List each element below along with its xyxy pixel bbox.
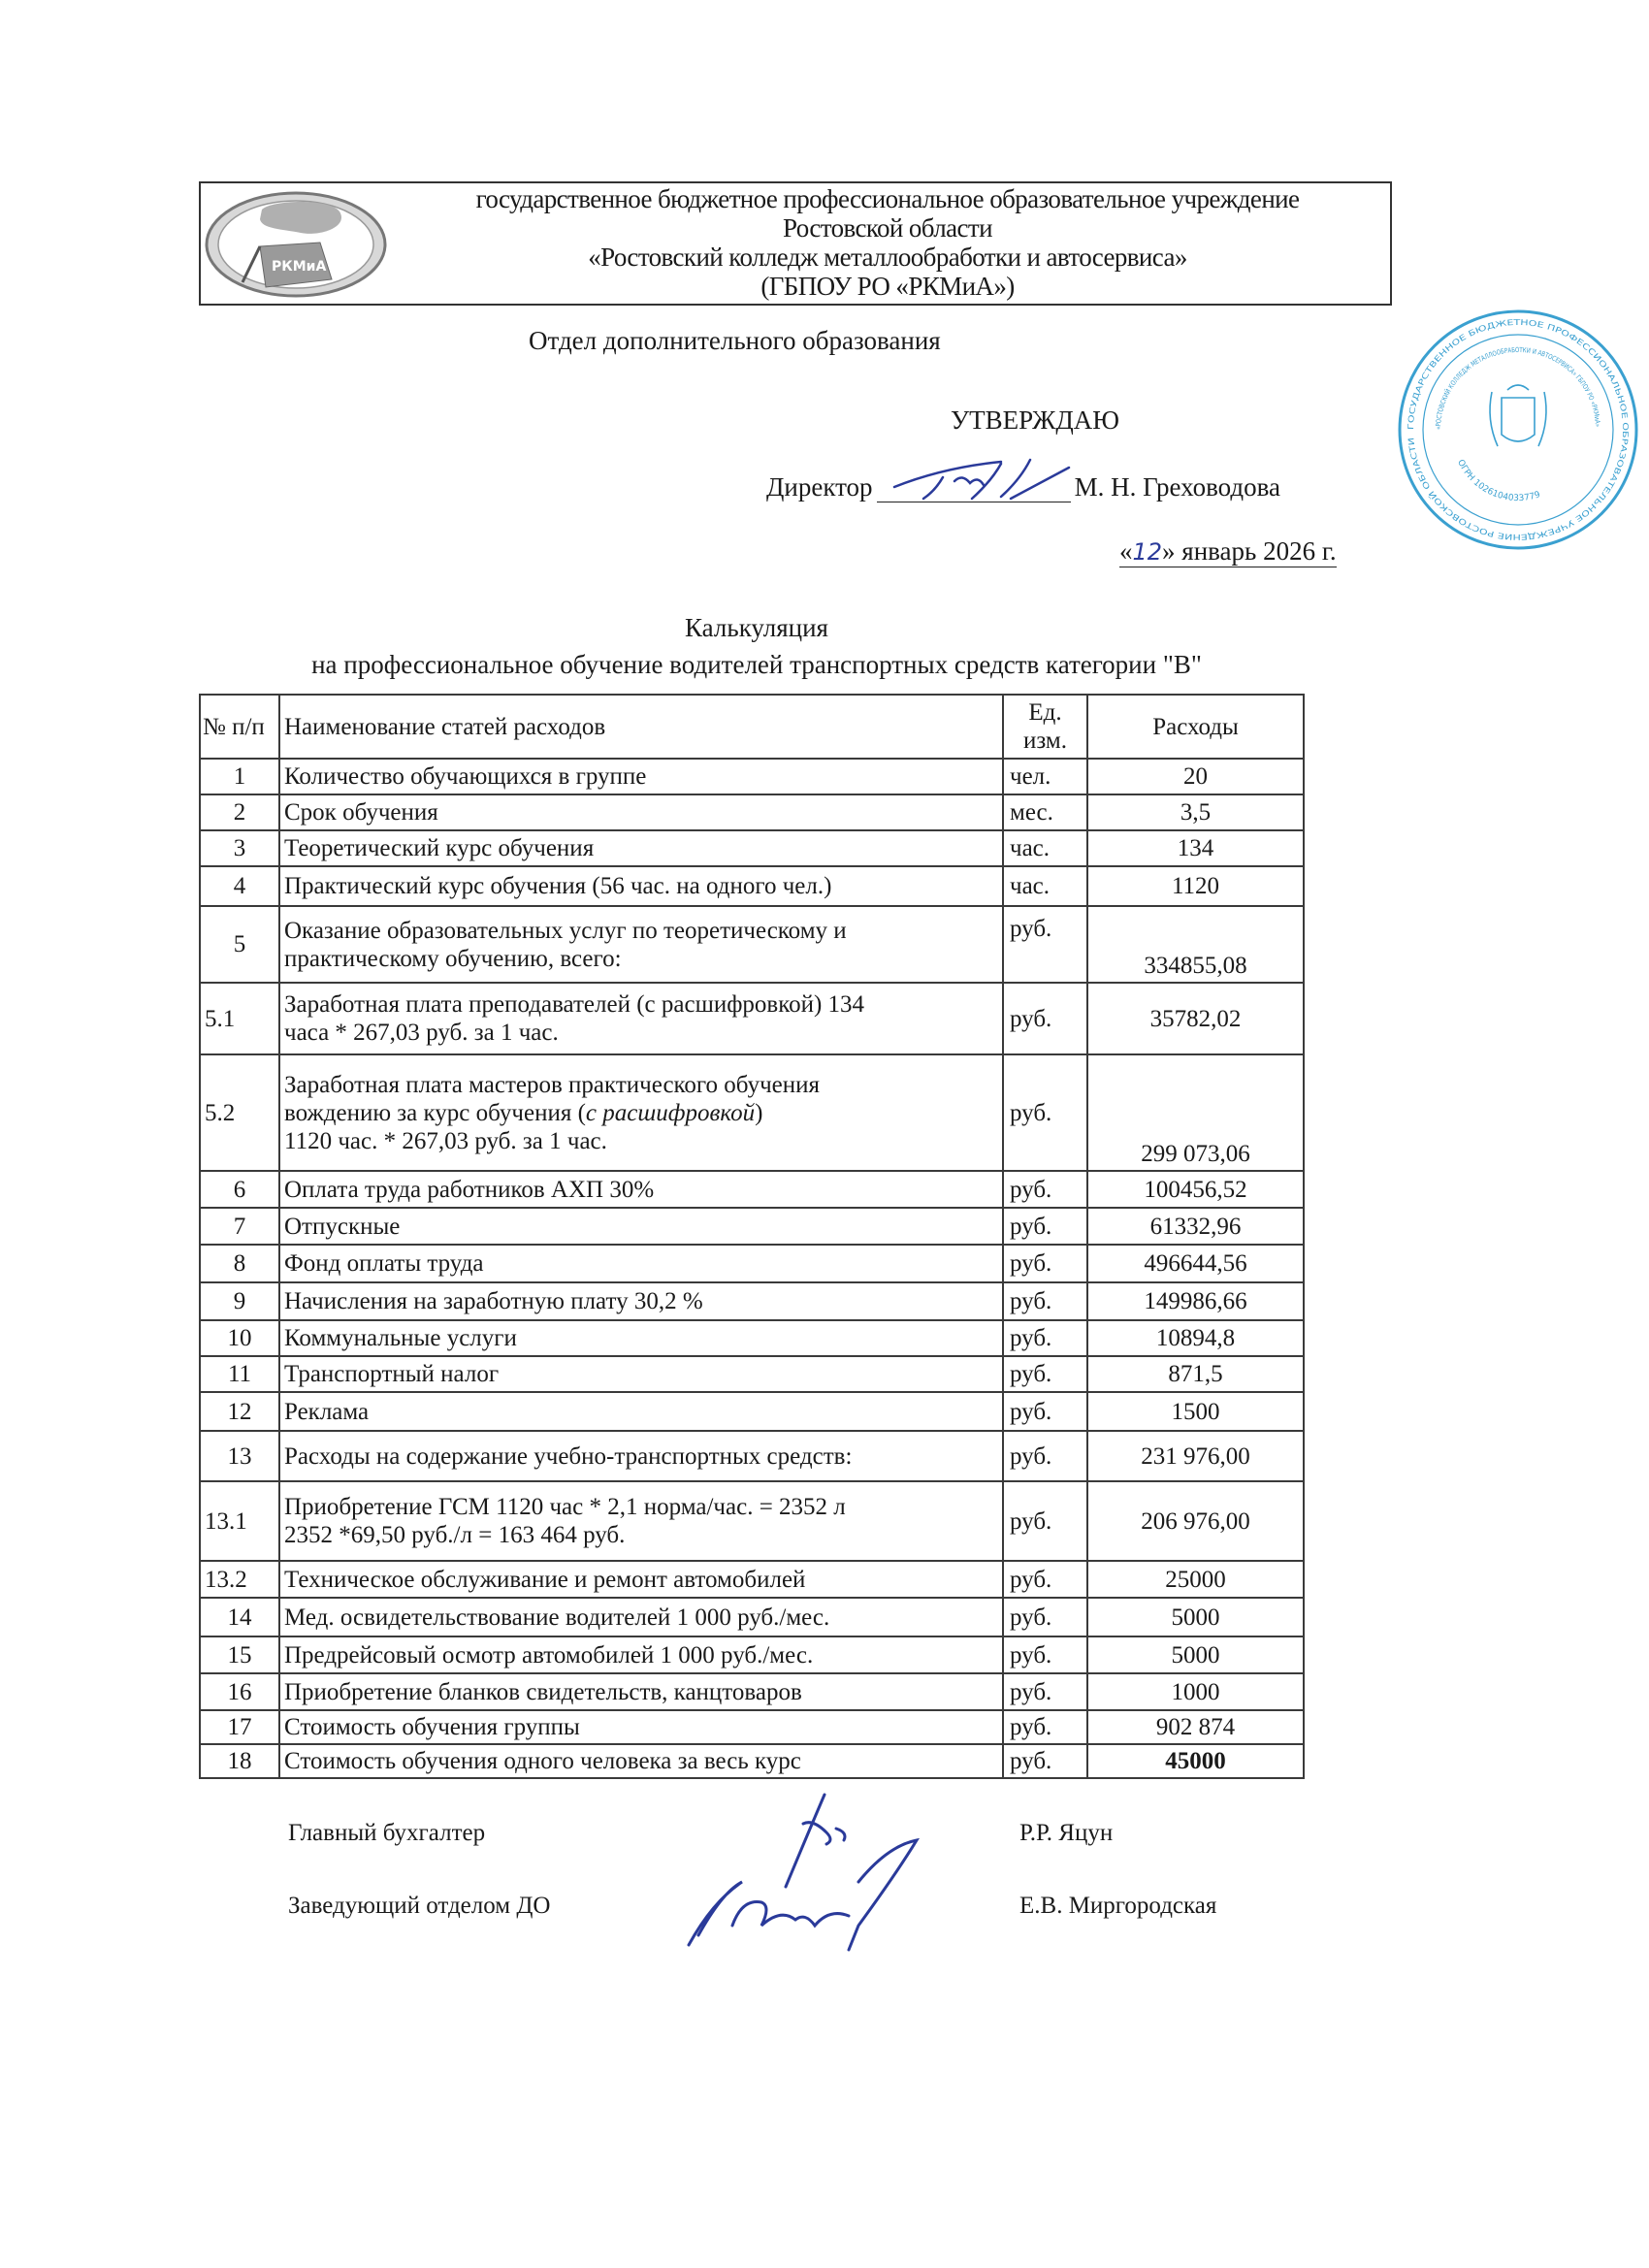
- row-name-part: вождению за курс обучения (: [284, 1099, 586, 1126]
- logo-text: РКМиА: [272, 259, 327, 275]
- row-number: 12: [200, 1392, 279, 1431]
- cost-calculation-table: [199, 694, 1305, 1779]
- table-row: [200, 906, 1304, 983]
- row-name-line: часа * 267,03 руб. за 1 час.: [284, 1020, 559, 1046]
- org-line: «Ростовский колледж металлообработки и автосервиса»: [588, 243, 1187, 272]
- stamp-seal-icon: [1397, 308, 1639, 551]
- svg-text:ГОСУДАРСТВЕННОЕ БЮДЖЕТНОЕ ПРОФ: [1406, 318, 1630, 541]
- date-open-quote: «: [1119, 536, 1133, 566]
- row-value: 3,5: [1087, 794, 1304, 830]
- row-number: 5: [200, 906, 279, 983]
- college-logo: [204, 190, 388, 299]
- row-value: 496644,56: [1087, 1245, 1304, 1282]
- row-name: Практический курс обучения (56 час. на одного чел.): [279, 866, 1003, 906]
- row-name-line: 1120 час. * 267,03 руб. за 1 час.: [284, 1127, 607, 1154]
- official-stamp: [1397, 308, 1639, 551]
- table-header-row: [200, 695, 1304, 759]
- row-value: 149986,66: [1087, 1282, 1304, 1320]
- department-head-name: Е.В. Миргородская: [1019, 1893, 1217, 1919]
- row-unit: час.: [1003, 866, 1087, 906]
- row-unit: руб.: [1003, 1431, 1087, 1481]
- stamp-inner-text: «РОСТОВСКИЙ КОЛЛЕДЖ МЕТАЛЛООБРАБОТКИ И АВТОСЕРВИСА» ГБПОУ РО «РКМиА»: [1434, 345, 1602, 431]
- row-unit: руб.: [1003, 1710, 1087, 1744]
- row-name: Отпускные: [279, 1208, 1003, 1245]
- table-row: [200, 1245, 1304, 1282]
- column-header-name: Наименование статей расходов: [279, 695, 1003, 759]
- table-row: [200, 866, 1304, 906]
- row-number: 1: [200, 759, 279, 794]
- table-row: [200, 1054, 1304, 1171]
- row-unit: руб.: [1003, 1282, 1087, 1320]
- date-day: 12: [1132, 538, 1163, 566]
- row-name: Реклама: [279, 1392, 1003, 1431]
- row-number: 8: [200, 1245, 279, 1282]
- table-row: [200, 1598, 1304, 1636]
- org-line: государственное бюджетное профессиональное образовательное учреждение: [475, 184, 1300, 213]
- director-position: Директор: [766, 472, 873, 502]
- table-row: [200, 983, 1304, 1054]
- row-unit: руб.: [1003, 1744, 1087, 1778]
- row-value: 5000: [1087, 1636, 1304, 1673]
- column-header-unit: [1003, 695, 1087, 759]
- row-name: Предрейсовый осмотр автомобилей 1 000 руб./мес.: [279, 1636, 1003, 1673]
- row-unit: руб.: [1003, 1054, 1087, 1171]
- row-name-line: Оказание образовательных услуг по теоретическому и: [284, 917, 847, 944]
- table-row: [200, 1282, 1304, 1320]
- row-value: 134: [1087, 830, 1304, 866]
- org-line: (ГБПОУ РО «РКМиА»): [760, 272, 1015, 301]
- column-header-number: № п/п: [200, 695, 279, 759]
- row-number: 10: [200, 1320, 279, 1356]
- row-number: 16: [200, 1673, 279, 1710]
- row-number: 18: [200, 1744, 279, 1778]
- table-row: [200, 1171, 1304, 1208]
- row-name: Стоимость обучения группы: [279, 1710, 1003, 1744]
- row-name: Фонд оплаты труда: [279, 1245, 1003, 1282]
- row-name: Стоимость обучения одного человека за весь курс: [279, 1744, 1003, 1778]
- chief-accountant-position: Главный бухгалтер: [288, 1820, 486, 1846]
- table-row: [200, 1320, 1304, 1356]
- date-month-year: » январь 2026 г.: [1162, 536, 1337, 566]
- row-number: 11: [200, 1356, 279, 1392]
- document-title: Калькуляция: [685, 613, 828, 642]
- row-unit: руб.: [1003, 906, 1087, 983]
- row-name: Коммунальные услуги: [279, 1320, 1003, 1356]
- table-row: [200, 1710, 1304, 1744]
- row-name: Приобретение бланков свидетельств, канцтоваров: [279, 1673, 1003, 1710]
- row-unit: руб.: [1003, 1356, 1087, 1392]
- signature-blank: [877, 476, 1071, 502]
- row-value: 45000: [1087, 1744, 1304, 1778]
- row-value: 25000: [1087, 1561, 1304, 1598]
- table-row: [200, 1636, 1304, 1673]
- row-unit: руб.: [1003, 1392, 1087, 1431]
- row-name: [279, 983, 1003, 1054]
- row-unit: руб.: [1003, 1561, 1087, 1598]
- row-name-part: ): [755, 1099, 763, 1126]
- table-row: [200, 830, 1304, 866]
- row-name: Расходы на содержание учебно-транспортных средств:: [279, 1431, 1003, 1481]
- unit-header-line: Ед.: [1028, 699, 1062, 726]
- svg-text:ОГРН 1026104033779: [1455, 458, 1541, 503]
- table-row: [200, 1481, 1304, 1561]
- table-row: [200, 1208, 1304, 1245]
- row-name: Начисления на заработную плату 30,2 %: [279, 1282, 1003, 1320]
- row-unit: руб.: [1003, 1245, 1087, 1282]
- row-value: 1000: [1087, 1673, 1304, 1710]
- row-unit: мес.: [1003, 794, 1087, 830]
- department-name: Отдел дополнительного образования: [529, 326, 941, 355]
- table-row: [200, 1356, 1304, 1392]
- row-unit: руб.: [1003, 1320, 1087, 1356]
- row-unit: руб.: [1003, 1636, 1087, 1673]
- handwritten-signatures-icon: [640, 1790, 970, 1955]
- row-unit: час.: [1003, 830, 1087, 866]
- table-row-total-per-person: [200, 1744, 1304, 1778]
- row-number: 9: [200, 1282, 279, 1320]
- row-unit: чел.: [1003, 759, 1087, 794]
- table-row: [200, 1392, 1304, 1431]
- row-name-italic: с расшифровкой: [585, 1099, 756, 1126]
- chief-accountant-name: Р.Р. Яцун: [1019, 1820, 1114, 1846]
- table-row: [200, 1561, 1304, 1598]
- row-number: 13.1: [200, 1481, 279, 1561]
- row-name-line: [284, 1099, 998, 1127]
- row-number: 5.2: [200, 1054, 279, 1171]
- row-value: 231 976,00: [1087, 1431, 1304, 1481]
- row-value: 334855,08: [1087, 906, 1304, 983]
- row-name: Мед. освидетельствование водителей 1 000 руб./мес.: [279, 1598, 1003, 1636]
- table-row: [200, 759, 1304, 794]
- row-name: Техническое обслуживание и ремонт автомобилей: [279, 1561, 1003, 1598]
- row-name: [279, 1481, 1003, 1561]
- row-unit: руб.: [1003, 1598, 1087, 1636]
- row-name: Оплата труда работников АХП 30%: [279, 1171, 1003, 1208]
- row-name-line: 2352 *69,50 руб./л = 163 464 руб.: [284, 1522, 626, 1548]
- row-value: 20: [1087, 759, 1304, 794]
- row-name-line: практическому обучению, всего:: [284, 945, 622, 972]
- stamp-ogrn-text: ОГРН 1026104033779: [1455, 458, 1542, 504]
- org-line: Ростовской области: [783, 213, 992, 243]
- row-value: 5000: [1087, 1598, 1304, 1636]
- row-value: 871,5: [1087, 1356, 1304, 1392]
- table-row: [200, 794, 1304, 830]
- coat-of-arms-icon: [1490, 385, 1546, 446]
- row-name: Количество обучающихся в группе: [279, 759, 1003, 794]
- row-value: 206 976,00: [1087, 1481, 1304, 1561]
- row-number: 6: [200, 1171, 279, 1208]
- row-number: 17: [200, 1710, 279, 1744]
- svg-text:«РОСТОВСКИЙ КОЛЛЕДЖ МЕТАЛЛООБР: [1435, 346, 1601, 430]
- unit-header-line: изм.: [1023, 728, 1067, 754]
- row-value: 100456,52: [1087, 1171, 1304, 1208]
- row-value: 35782,02: [1087, 983, 1304, 1054]
- row-value: 1500: [1087, 1392, 1304, 1431]
- row-unit: руб.: [1003, 1208, 1087, 1245]
- row-unit: руб.: [1003, 983, 1087, 1054]
- organization-name: [388, 184, 1387, 301]
- row-value: 299 073,06: [1087, 1054, 1304, 1171]
- row-value: 61332,96: [1087, 1208, 1304, 1245]
- row-name: [279, 906, 1003, 983]
- row-number: 13.2: [200, 1561, 279, 1598]
- row-value: 10894,8: [1087, 1320, 1304, 1356]
- row-value: 902 874: [1087, 1710, 1304, 1744]
- table-row: [200, 1673, 1304, 1710]
- stamp-outer-text: ГОСУДАРСТВЕННОЕ БЮДЖЕТНОЕ ПРОФЕССИОНАЛЬНОЕ ОБРАЗОВАТЕЛЬНОЕ УЧРЕЖДЕНИЕ РОСТОВСКОЙ ОБЛАСТИ: [1406, 317, 1631, 542]
- row-unit: руб.: [1003, 1673, 1087, 1710]
- row-number: 4: [200, 866, 279, 906]
- row-number: 15: [200, 1636, 279, 1673]
- logo-emblem-icon: [204, 190, 388, 299]
- row-name: Теоретический курс обучения: [279, 830, 1003, 866]
- row-name-line: Заработная плата преподавателей (с расшифровкой) 134: [284, 991, 865, 1018]
- approval-heading: УТВЕРЖДАЮ: [951, 405, 1120, 435]
- document-subtitle: на профессиональное обучение водителей транспортных средств категории "В": [311, 650, 1202, 679]
- row-name: Срок обучения: [279, 794, 1003, 830]
- table-row: [200, 1431, 1304, 1481]
- row-number: 5.1: [200, 983, 279, 1054]
- approval-date: [1119, 536, 1337, 567]
- director-name: М. Н. Греховодова: [1074, 472, 1280, 502]
- row-number: 2: [200, 794, 279, 830]
- row-name: [279, 1054, 1003, 1171]
- director-signature-line: [766, 472, 1280, 502]
- column-header-expenses: Расходы: [1087, 695, 1304, 759]
- row-unit: руб.: [1003, 1481, 1087, 1561]
- row-unit: руб.: [1003, 1171, 1087, 1208]
- row-value: 1120: [1087, 866, 1304, 906]
- row-number: 13: [200, 1431, 279, 1481]
- row-number: 14: [200, 1598, 279, 1636]
- row-number: 7: [200, 1208, 279, 1245]
- row-name-line: Заработная плата мастеров практического обучения: [284, 1071, 820, 1098]
- row-name: Транспортный налог: [279, 1356, 1003, 1392]
- row-name-line: Приобретение ГСМ 1120 час * 2,1 норма/час. = 2352 л: [284, 1494, 846, 1520]
- department-head-position: Заведующий отделом ДО: [288, 1893, 551, 1919]
- row-number: 3: [200, 830, 279, 866]
